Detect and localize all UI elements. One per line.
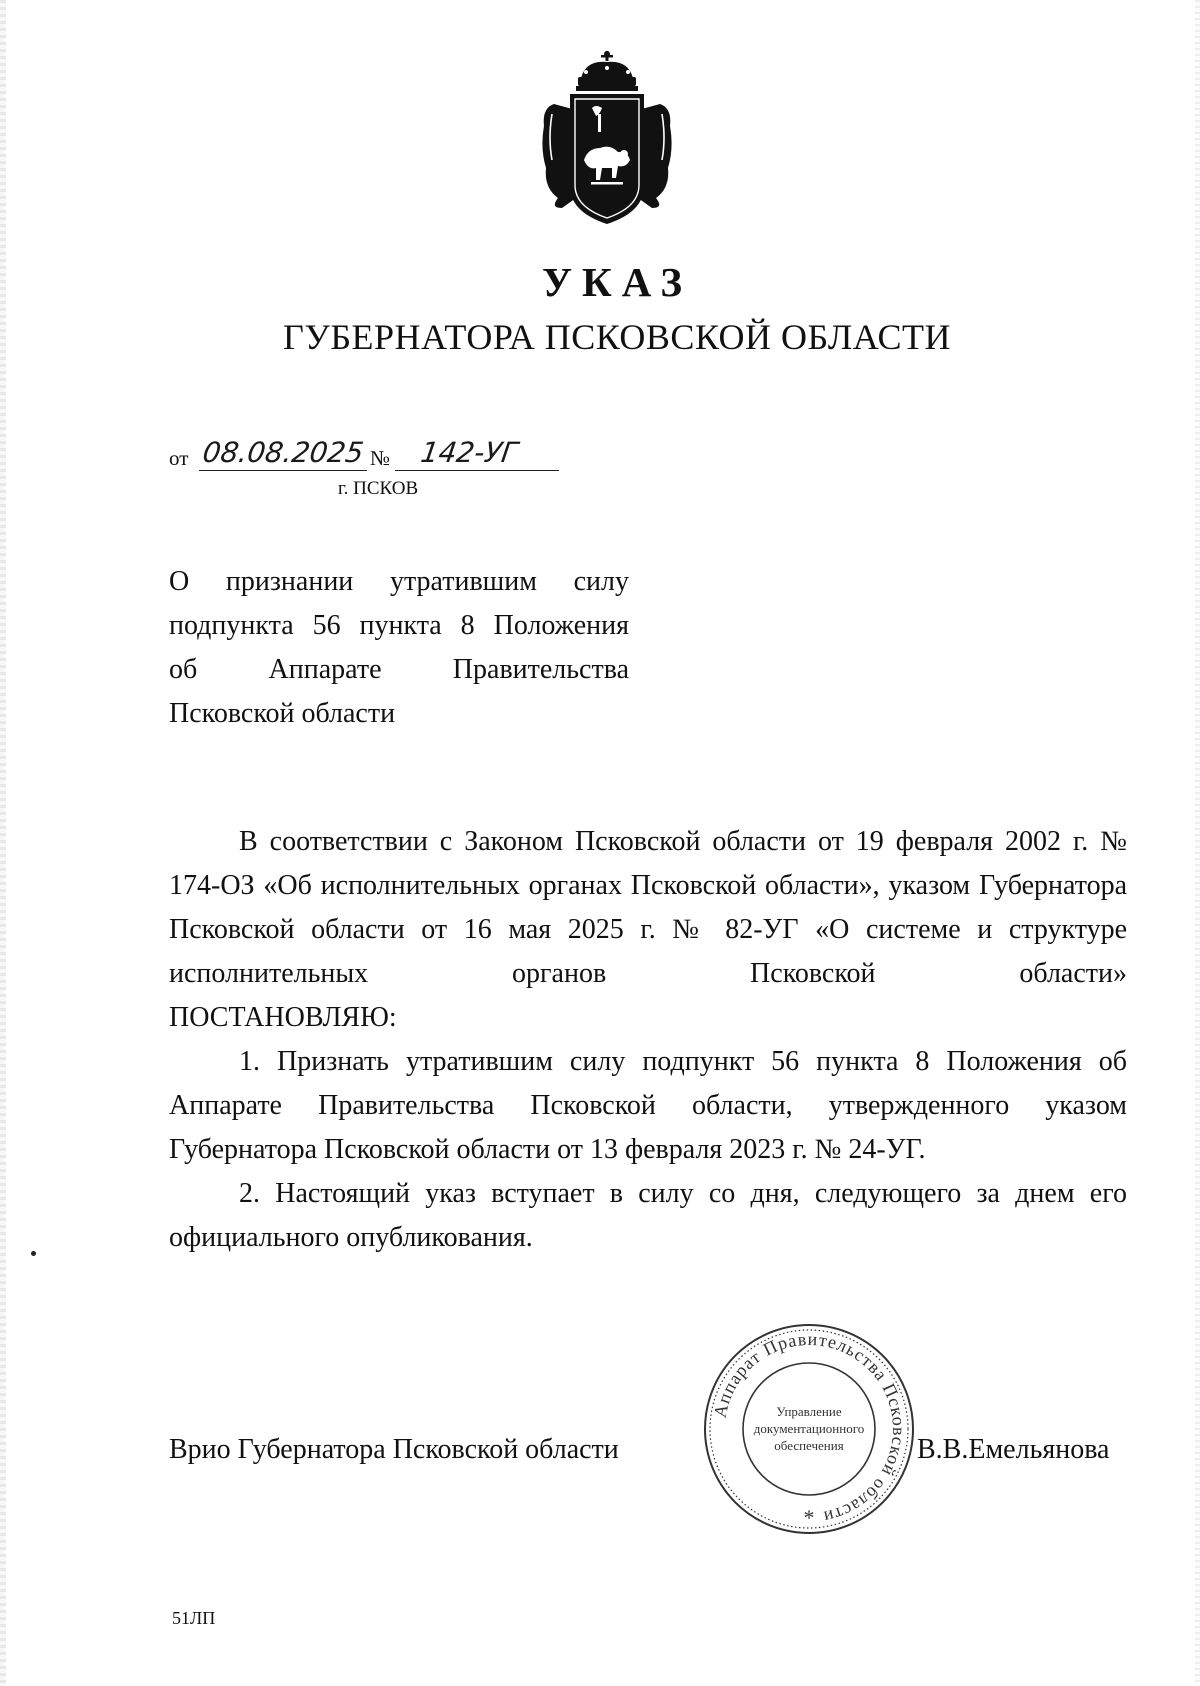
item-paragraph: 2. Настоящий указ вступает в силу со дня, следующего за днем его официального опубликования.: [169, 1178, 1127, 1253]
stamp-inner-line: документационного: [753, 1421, 865, 1436]
decree-word: ПОСТАНОВЛЯЮ:: [169, 1002, 397, 1033]
subject-line: Псковской области: [169, 698, 396, 729]
stamp-inner-line: обеспечения: [774, 1438, 844, 1453]
item-paragraph: 1. Признать утратившим силу подпункт 56 пункта 8 Положения об Аппарате Правительства Псковской области, утвержденного указом Губернатора Псковской области от 13 февраля 2023 г. № 24-УГ.: [169, 1046, 1127, 1165]
scan-edge-left: [0, 0, 6, 1686]
date-label: от: [169, 446, 189, 470]
date-underline: [199, 470, 367, 471]
coat-of-arms-icon: [536, 48, 678, 228]
document-subject: [169, 560, 629, 736]
footer-code: 51ЛП: [172, 1608, 216, 1628]
number-underline: [395, 470, 559, 471]
subject-line: подпункта 56 пункта 8 Положения: [169, 610, 629, 641]
number-value: 142-УГ: [418, 436, 520, 469]
subject-line: об Аппарате Правительства: [169, 654, 629, 685]
document-issuer: ГУБЕРНАТОРА ПСКОВСКОЙ ОБЛАСТИ: [283, 317, 951, 357]
signer-name: В.В.Емельянова: [917, 1434, 1110, 1465]
preamble-paragraph: В соответствии с Законом Псковской области от 19 февраля 2002 г. № 174-ОЗ «Об исполнительных органах Псковской области», указом Губернатора Псковской области от 16 мая 2025 г. № 82-УГ «О системе и структуре исполнительных органов Псковской области»: [169, 826, 1127, 989]
document-title: УКАЗ: [541, 259, 693, 305]
official-stamp: [700, 1320, 918, 1538]
number-label: №: [370, 446, 391, 470]
subject-line: О признании утратившим силу: [169, 566, 629, 597]
stamp-inner-line: Управление: [776, 1404, 842, 1419]
document-body: [169, 820, 1127, 1260]
stamp-outer-text: Аппарат Правительства Псковской области: [709, 1328, 910, 1528]
stamp-star-icon: *: [803, 1505, 815, 1530]
city: г. ПСКОВ: [338, 478, 419, 499]
scan-edge-right: [1195, 0, 1200, 1686]
date-value: 08.08.2025: [200, 436, 366, 469]
scan-speck: [31, 1251, 36, 1256]
signer-position: Врио Губернатора Псковской области: [169, 1434, 619, 1465]
